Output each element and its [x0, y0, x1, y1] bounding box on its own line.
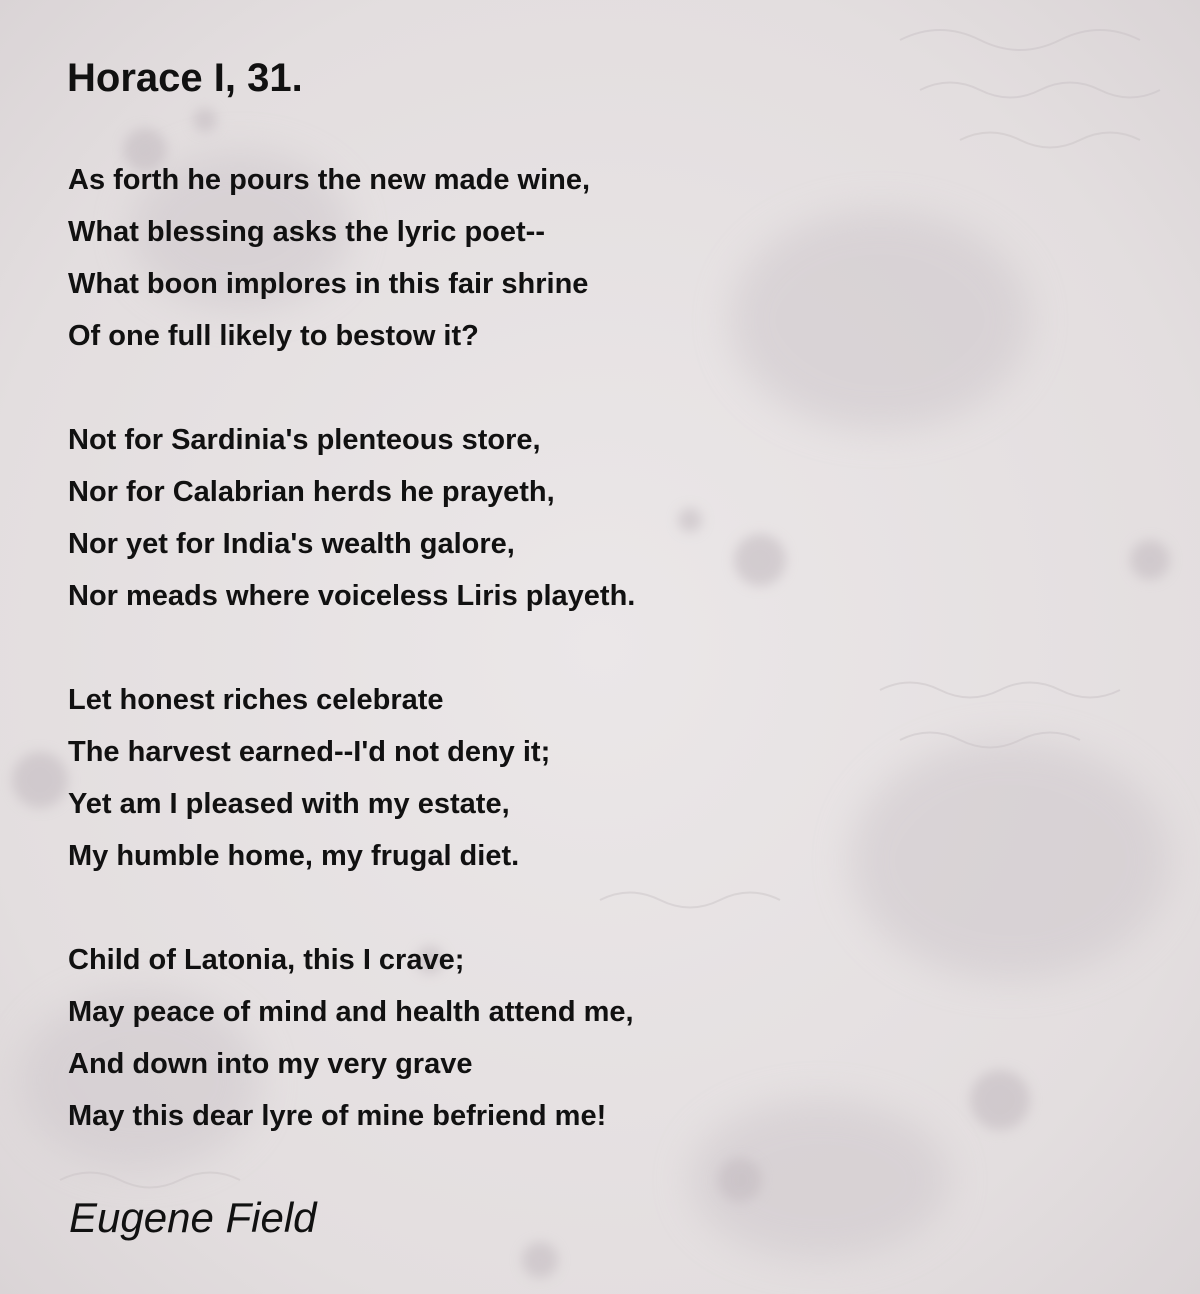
stanza-4: [68, 934, 1068, 1142]
poem-line: May this dear lyre of mine befriend me!: [68, 1100, 607, 1132]
poem-line: What boon implores in this fair shrine: [68, 268, 589, 300]
stanza-2: [68, 414, 1068, 622]
poem-line: Of one full likely to bestow it?: [68, 320, 479, 352]
poem-line: Yet am I pleased with my estate,: [68, 788, 510, 820]
poem-line: The harvest earned--I'd not deny it;: [68, 736, 551, 768]
poem-line: Nor meads where voiceless Liris playeth.: [68, 580, 636, 612]
poem-line: What blessing asks the lyric poet--: [68, 216, 545, 248]
poem-line: My humble home, my frugal diet.: [68, 840, 520, 872]
poem-line: Let honest riches celebrate: [68, 684, 444, 716]
poem-line: Nor yet for India's wealth galore,: [68, 528, 515, 560]
stanza-1: [68, 154, 1068, 362]
poem-line: Child of Latonia, this I crave;: [68, 944, 465, 976]
poem-title: Horace I, 31.: [67, 56, 303, 100]
stanza-3: [68, 674, 1068, 882]
poem-line: Nor for Calabrian herds he prayeth,: [68, 476, 555, 508]
poem-line: As forth he pours the new made wine,: [68, 164, 591, 196]
poem-body: [68, 154, 1068, 1194]
poem-author: Eugene Field: [69, 1194, 317, 1241]
poem-line: May peace of mind and health attend me,: [68, 996, 634, 1028]
poem-line: Not for Sardinia's plenteous store,: [68, 424, 541, 456]
poem-line: And down into my very grave: [68, 1048, 473, 1080]
